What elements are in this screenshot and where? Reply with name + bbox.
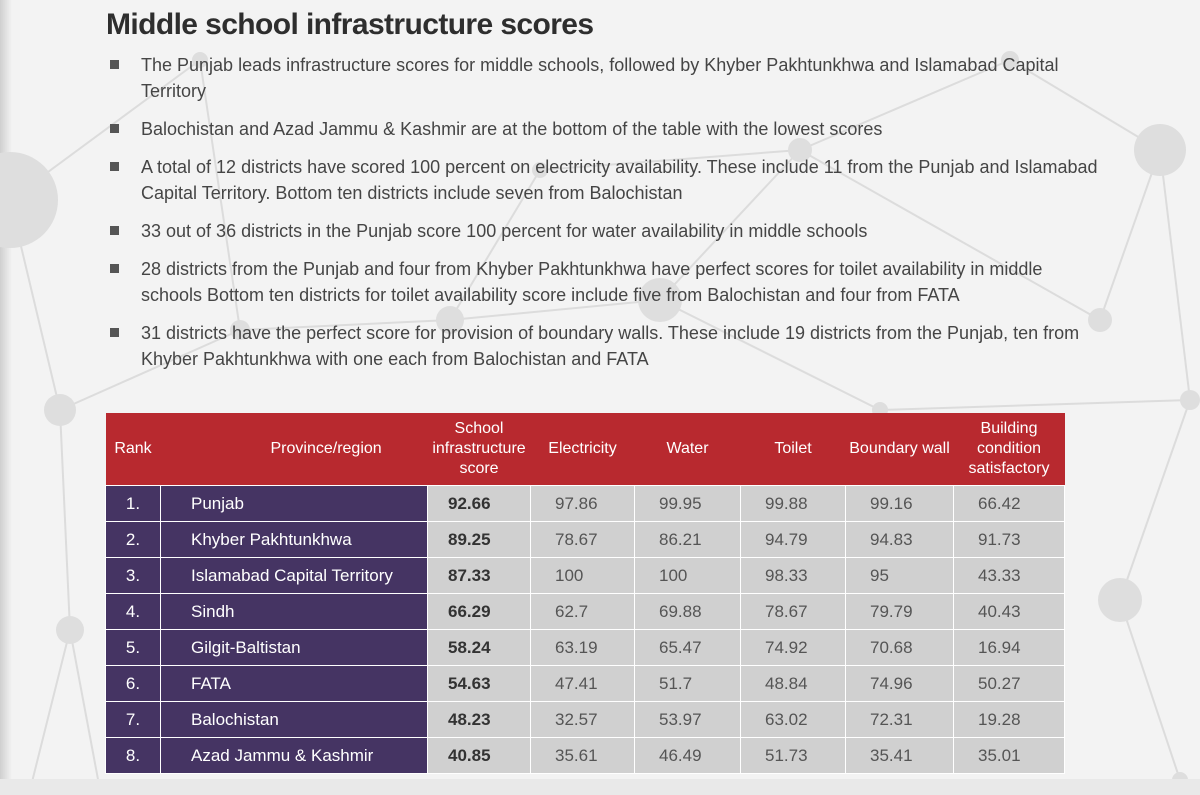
- bullet-text: The Punjab leads infrastructure scores for middle schools, followed by Khyber Pakhtunkhwa and Islamabad Capital Territory: [141, 55, 1059, 101]
- cell-building: 16.94: [954, 630, 1065, 666]
- cell-rank: 6.: [106, 666, 161, 702]
- cell-water: 46.49: [635, 738, 741, 774]
- table-row: [106, 594, 1065, 630]
- square-bullet-icon: [110, 328, 119, 337]
- cell-score: 92.66: [428, 486, 531, 522]
- cell-score: 58.24: [428, 630, 531, 666]
- table-row: [106, 702, 1065, 738]
- cell-water: 53.97: [635, 702, 741, 738]
- cell-rank: 1.: [106, 486, 161, 522]
- cell-rank: 7.: [106, 702, 161, 738]
- cell-score: 89.25: [428, 522, 531, 558]
- cell-electricity: 63.19: [531, 630, 635, 666]
- bullet-item: [108, 256, 1108, 308]
- cell-boundary: 72.31: [846, 702, 954, 738]
- bullet-item: [108, 52, 1108, 104]
- bullet-list: [108, 52, 1108, 384]
- cell-toilet: 98.33: [741, 558, 846, 594]
- table-row: [106, 630, 1065, 666]
- cell-score: 87.33: [428, 558, 531, 594]
- cell-rank: 8.: [106, 738, 161, 774]
- cell-boundary: 35.41: [846, 738, 954, 774]
- cell-province: Azad Jammu & Kashmir: [161, 738, 428, 774]
- header-building: Building condition satisfactory: [954, 413, 1065, 486]
- cell-rank: 5.: [106, 630, 161, 666]
- cell-building: 66.42: [954, 486, 1065, 522]
- cell-building: 19.28: [954, 702, 1065, 738]
- bullet-item: [108, 116, 1108, 142]
- cell-electricity: 97.86: [531, 486, 635, 522]
- cell-province: Punjab: [161, 486, 428, 522]
- cell-boundary: 95: [846, 558, 954, 594]
- cell-score: 40.85: [428, 738, 531, 774]
- cell-electricity: 35.61: [531, 738, 635, 774]
- cell-building: 50.27: [954, 666, 1065, 702]
- cell-boundary: 74.96: [846, 666, 954, 702]
- cell-boundary: 70.68: [846, 630, 954, 666]
- cell-province: Gilgit-Baltistan: [161, 630, 428, 666]
- table-row: [106, 486, 1065, 522]
- cell-water: 69.88: [635, 594, 741, 630]
- cell-water: 86.21: [635, 522, 741, 558]
- bullet-item: [108, 320, 1108, 372]
- header-water: Water: [635, 413, 741, 486]
- cell-water: 51.7: [635, 666, 741, 702]
- cell-toilet: 48.84: [741, 666, 846, 702]
- table-row: [106, 558, 1065, 594]
- bullet-item: [108, 218, 1108, 244]
- cell-water: 65.47: [635, 630, 741, 666]
- infrastructure-scores-table: [105, 413, 1065, 774]
- table-row: [106, 666, 1065, 702]
- cell-toilet: 63.02: [741, 702, 846, 738]
- cell-rank: 3.: [106, 558, 161, 594]
- bullet-item: [108, 154, 1108, 206]
- bullet-text: 28 districts from the Punjab and four from Khyber Pakhtunkhwa have perfect scores for toilet availability in middle schools Bottom ten districts for toilet availability score include five from Balochistan and four from FATA: [141, 259, 1043, 305]
- cell-toilet: 74.92: [741, 630, 846, 666]
- cell-water: 99.95: [635, 486, 741, 522]
- header-electricity: Electricity: [531, 413, 635, 486]
- bullet-text: Balochistan and Azad Jammu & Kashmir are at the bottom of the table with the lowest scores: [141, 119, 883, 139]
- cell-water: 100: [635, 558, 741, 594]
- cell-electricity: 47.41: [531, 666, 635, 702]
- header-province: Province/region: [161, 413, 428, 486]
- square-bullet-icon: [110, 124, 119, 133]
- cell-boundary: 99.16: [846, 486, 954, 522]
- page-bottom-strip: [0, 779, 1200, 795]
- table-row: [106, 738, 1065, 774]
- header-boundary: Boundary wall: [846, 413, 954, 486]
- cell-province: Khyber Pakhtunkhwa: [161, 522, 428, 558]
- cell-score: 66.29: [428, 594, 531, 630]
- cell-toilet: 78.67: [741, 594, 846, 630]
- cell-province: Sindh: [161, 594, 428, 630]
- square-bullet-icon: [110, 226, 119, 235]
- cell-building: 35.01: [954, 738, 1065, 774]
- cell-province: FATA: [161, 666, 428, 702]
- cell-province: Islamabad Capital Territory: [161, 558, 428, 594]
- cell-province: Balochistan: [161, 702, 428, 738]
- cell-building: 91.73: [954, 522, 1065, 558]
- cell-toilet: 99.88: [741, 486, 846, 522]
- header-toilet: Toilet: [741, 413, 846, 486]
- cell-electricity: 100: [531, 558, 635, 594]
- square-bullet-icon: [110, 264, 119, 273]
- bullet-text: A total of 12 districts have scored 100 percent on electricity availability. These include 11 from the Punjab and Islamabad Capital Territory. Bottom ten districts include seven from Balochistan: [141, 157, 1098, 203]
- table-row: [106, 522, 1065, 558]
- table-header-row: [106, 413, 1065, 486]
- bullet-text: 31 districts have the perfect score for provision of boundary walls. These include 19 districts from the Punjab, ten from Khyber Pakhtunkhwa with one each from Balochistan and FATA: [141, 323, 1080, 369]
- cell-rank: 2.: [106, 522, 161, 558]
- header-score: School infrastructure score: [428, 413, 531, 486]
- cell-score: 54.63: [428, 666, 531, 702]
- cell-toilet: 51.73: [741, 738, 846, 774]
- cell-electricity: 62.7: [531, 594, 635, 630]
- header-rank: Rank: [106, 413, 161, 486]
- cell-boundary: 79.79: [846, 594, 954, 630]
- square-bullet-icon: [110, 162, 119, 171]
- cell-rank: 4.: [106, 594, 161, 630]
- page-title: Middle school infrastructure scores: [106, 8, 594, 41]
- bullet-text: 33 out of 36 districts in the Punjab score 100 percent for water availability in middle schools: [141, 221, 868, 241]
- cell-electricity: 78.67: [531, 522, 635, 558]
- square-bullet-icon: [110, 60, 119, 69]
- cell-building: 43.33: [954, 558, 1065, 594]
- cell-boundary: 94.83: [846, 522, 954, 558]
- cell-score: 48.23: [428, 702, 531, 738]
- cell-building: 40.43: [954, 594, 1065, 630]
- cell-electricity: 32.57: [531, 702, 635, 738]
- cell-toilet: 94.79: [741, 522, 846, 558]
